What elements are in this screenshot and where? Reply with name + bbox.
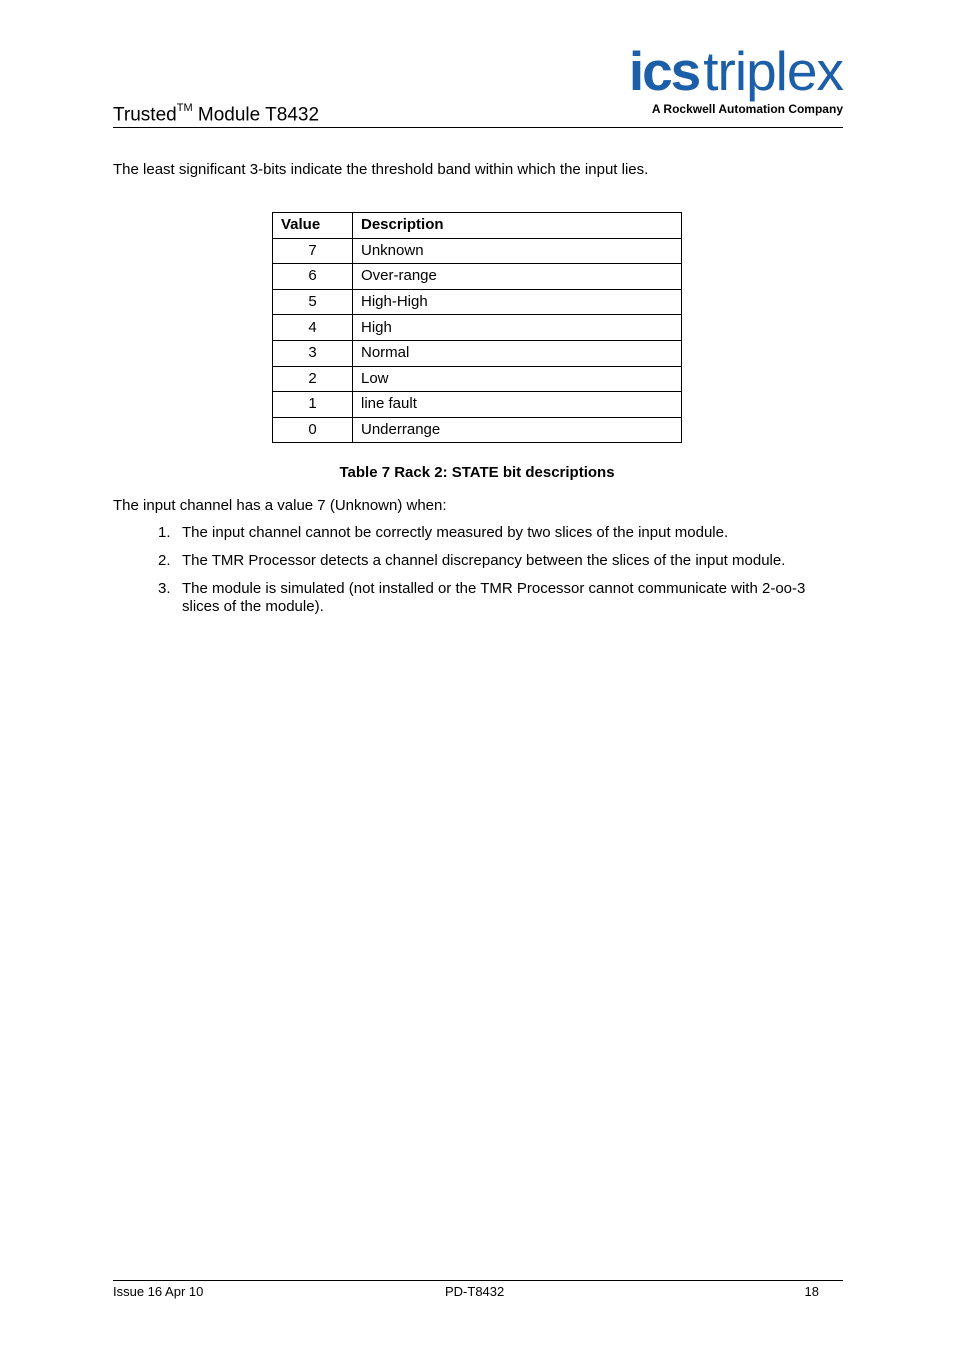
table-row bbox=[273, 417, 682, 443]
document-title bbox=[113, 98, 319, 127]
footer-issue: Issue 16 Apr 10 bbox=[113, 1284, 204, 1299]
cell-description: High-High bbox=[353, 289, 682, 315]
cell-description: Low bbox=[353, 366, 682, 392]
table-row bbox=[273, 289, 682, 315]
cell-description: Underrange bbox=[353, 417, 682, 443]
cell-value: 0 bbox=[273, 417, 353, 443]
cell-value: 6 bbox=[273, 264, 353, 290]
list-text: The input channel cannot be correctly measured by two slices of the input module. bbox=[182, 524, 729, 541]
list-item bbox=[158, 552, 844, 570]
table-caption: Table 7 Rack 2: STATE bit descriptions bbox=[339, 464, 615, 481]
logo-tagline: A Rockwell Automation Company bbox=[651, 102, 843, 116]
list-number: 3. bbox=[158, 580, 171, 597]
list-text: The TMR Processor detects a channel discrepancy between the slices of the input module. bbox=[182, 552, 786, 569]
page-footer bbox=[113, 1280, 843, 1305]
trademark-mark: TM bbox=[176, 102, 193, 114]
state-bit-table bbox=[272, 212, 682, 443]
table-row bbox=[273, 238, 682, 264]
cell-description: High bbox=[353, 315, 682, 341]
page-header bbox=[113, 40, 843, 128]
title-suffix: Module T8432 bbox=[197, 104, 320, 126]
table-row bbox=[273, 315, 682, 341]
table-row bbox=[273, 264, 682, 290]
title-prefix: Trusted bbox=[113, 104, 177, 126]
footer-doc-id: PD-T8432 bbox=[445, 1284, 505, 1299]
list-number: 1. bbox=[158, 524, 171, 541]
table-header-row bbox=[273, 213, 682, 239]
intro-paragraph: The least significant 3-bits indicate the threshold band within which the input lies. bbox=[113, 161, 649, 178]
logo-triplex: triplex bbox=[703, 40, 843, 102]
list-item bbox=[158, 580, 844, 616]
footer-page-number: 18 bbox=[804, 1284, 819, 1299]
ics-triplex-logo bbox=[611, 40, 843, 120]
table-row bbox=[273, 340, 682, 366]
cell-value: 7 bbox=[273, 238, 353, 264]
cell-value: 5 bbox=[273, 289, 353, 315]
list-text: The module is simulated (not installed or the TMR Processor cannot communicate with 2-oo-3 slices of the module). bbox=[182, 580, 806, 615]
cell-description: Over-range bbox=[353, 264, 682, 290]
table-row bbox=[273, 366, 682, 392]
cell-value: 1 bbox=[273, 392, 353, 418]
column-header-value: Value bbox=[273, 213, 353, 239]
unknown-intro-paragraph: The input channel has a value 7 (Unknown) when: bbox=[113, 497, 447, 514]
cell-description: Normal bbox=[353, 340, 682, 366]
cell-value: 4 bbox=[273, 315, 353, 341]
list-number: 2. bbox=[158, 552, 171, 569]
table-row bbox=[273, 392, 682, 418]
column-header-description: Description bbox=[353, 213, 682, 239]
cell-description: line fault bbox=[353, 392, 682, 418]
cell-value: 2 bbox=[273, 366, 353, 392]
conditions-list bbox=[158, 524, 844, 626]
logo-ics: ics bbox=[628, 40, 700, 102]
cell-description: Unknown bbox=[353, 238, 682, 264]
list-item bbox=[158, 524, 844, 542]
logo-wordmark bbox=[629, 40, 843, 102]
cell-value: 3 bbox=[273, 340, 353, 366]
